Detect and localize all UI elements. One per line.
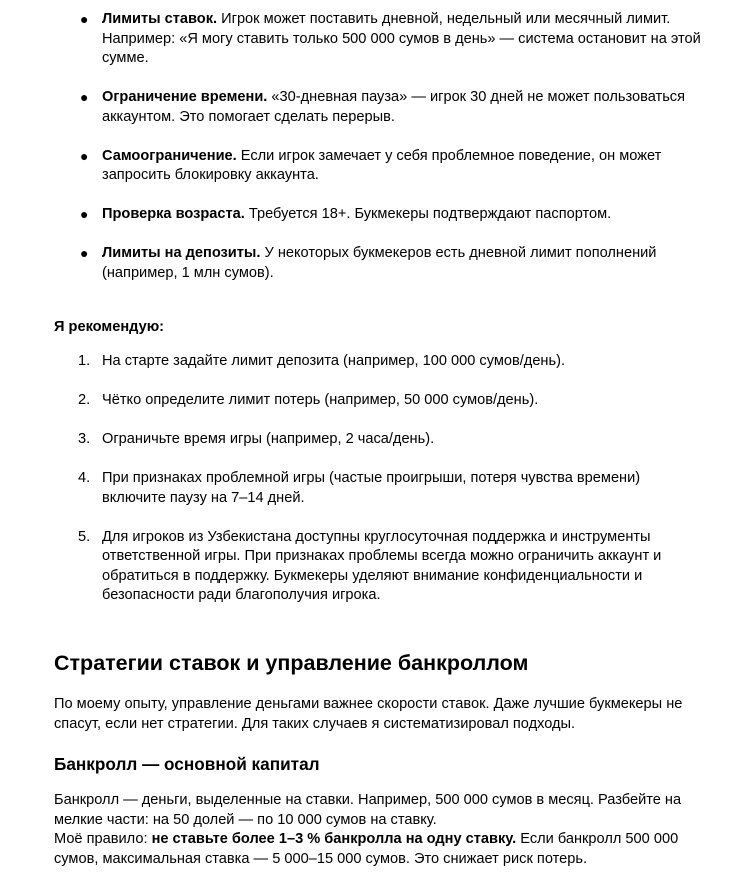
bullet-text: «30-дневная пауза» — игрок 30 дней не может пользоваться аккаунтом. Это помогает сделать перерыв. [102, 89, 685, 125]
list-item [0, 244, 742, 283]
bankroll-text: Банкролл — деньги, выделенные на ставки. Например, 500 000 сумов в месяц. Разбейте на мелкие части: на 50 долей — по 10 000 сумов на ставку. [54, 792, 682, 828]
bullet-list [0, 10, 742, 303]
bankroll-paragraph [54, 791, 704, 869]
list-item-text: Для игроков из Узбекистана доступны круглосуточная поддержка и инструменты ответственной игры. При признаках проблемы всегда можно ограничить аккаунт и обратиться в поддержку. Букмекеры уделяют внимание конфиденциальности и безопасности ради благополучия игрока. [102, 528, 662, 603]
bullet-icon: ● [80, 147, 89, 164]
list-item [0, 88, 742, 127]
list-item [0, 528, 742, 606]
bullet-label: Ограничение времени. [102, 89, 268, 105]
list-item-text: На старте задайте лимит депозита (например, 100 000 сумов/день). [102, 353, 566, 369]
list-item-text: Чётко определите лимит потерь (например, 50 000 сумов/день). [102, 392, 539, 408]
rule-bold: не ставьте более 1–3 % банкролла на одну ставку. [151, 831, 517, 847]
list-item [0, 430, 742, 450]
list-number: 1. [78, 353, 91, 369]
bullet-icon: ● [80, 11, 89, 27]
rule-suffix: Если банкролл 500 000 сумов, максимальная ставка — 5 000–15 000 сумов. Это снижает риск потерь. [54, 831, 679, 867]
list-item [0, 147, 742, 186]
list-number: 5. [78, 528, 91, 545]
list-item [0, 469, 742, 508]
section-heading: Стратегии ставок и управление банкроллом [54, 651, 529, 675]
bullet-text: Если игрок замечает у себя проблемное поведение, он может запросить блокировку аккаунта. [102, 147, 662, 183]
bullet-text: Требуется 18+. Букмекеры подтверждают паспортом. [244, 206, 612, 222]
list-item [0, 205, 742, 225]
subheading: Банкролл — основной капитал [54, 754, 320, 774]
numbered-list [0, 352, 742, 625]
list-number: 4. [78, 470, 91, 486]
list-item [0, 391, 742, 411]
list-number: 3. [78, 431, 91, 447]
list-number: 2. [78, 392, 91, 408]
bullet-icon: ● [80, 206, 89, 222]
bullet-text: Игрок может поставить дневной, недельный или месячный лимит. Например: «Я могу ставить только 500 000 сумов в день» — система остановит на этой сумме. [102, 11, 701, 66]
bullet-label: Самоограничение. [102, 147, 237, 164]
list-item [0, 10, 742, 69]
list-item-text: Ограничьте время игры (например, 2 часа/день). [102, 431, 435, 447]
bullet-text: У некоторых букмекеров есть дневной лимит пополнений (например, 1 млн сумов). [102, 245, 657, 281]
section-intro: По моему опыту, управление деньгами важнее скорости ставок. Даже лучшие букмекеры не спасут, если нет стратегии. Для таких случаев я систематизировал подходы. [54, 696, 683, 732]
bullet-icon: ● [80, 89, 89, 105]
list-item-text: При признаках проблемной игры (частые проигрыши, потеря чувства времени) включите паузу на 7–14 дней. [102, 470, 641, 506]
bullet-label: Проверка возраста. [102, 206, 245, 222]
recommend-title: Я рекомендую: [54, 319, 165, 335]
rule-prefix: Моё правило: [54, 831, 152, 847]
bullet-label: Лимиты ставок. [102, 11, 218, 27]
list-item [0, 352, 742, 372]
bullet-label: Лимиты на депозиты. [102, 245, 261, 261]
bullet-icon: ● [80, 245, 89, 261]
